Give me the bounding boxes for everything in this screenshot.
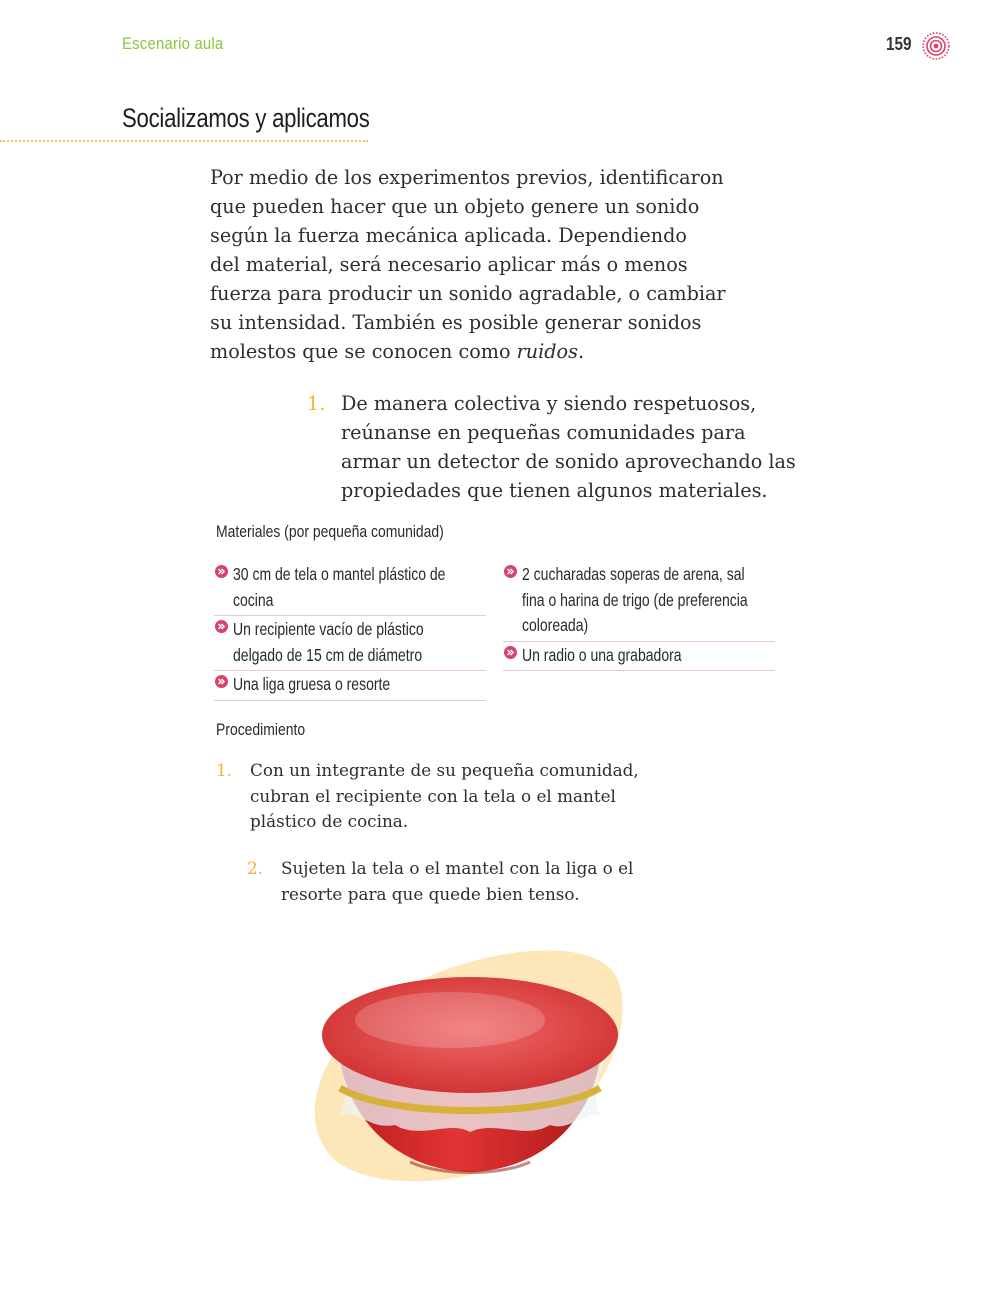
intro-line-last: [210, 337, 770, 366]
header-section-label: Escenario aula: [122, 34, 224, 53]
list-item-text: coloreada): [522, 615, 589, 635]
intro-paragraph: [210, 163, 770, 366]
covered-bowl-photo: [300, 940, 630, 1190]
step-line: plástico de cocina.: [250, 811, 409, 831]
list-item-text: 30 cm de tela o mantel plástico de: [233, 564, 446, 584]
list-item-text: 2 cucharadas soperas de arena, sal: [522, 564, 745, 584]
list-item: [503, 562, 775, 642]
step-text: [250, 758, 639, 835]
intro-text: molestos que se conocen como: [210, 340, 517, 363]
materials-heading: Materiales (por pequeña comunidad): [216, 522, 444, 541]
cover-highlight: [355, 992, 545, 1048]
step-line: resorte para que quede bien tenso.: [281, 883, 580, 904]
step-line: reúnanse en pequeñas comunidades para: [341, 421, 746, 444]
title-underline: [0, 140, 368, 142]
materials-list-left: [214, 562, 486, 702]
step-number: 1.: [216, 760, 233, 780]
double-chevron-bullet-icon: [215, 565, 228, 578]
step-line: armar un detector de sonido aprovechando las: [341, 450, 796, 473]
step-line: propiedades que tienen algunos materiales.: [341, 479, 768, 502]
intro-line: su intensidad. También es posible generar sonidos: [210, 311, 702, 334]
list-item: [214, 617, 486, 671]
step-line: De manera colectiva y siendo respetuosos,: [341, 392, 757, 415]
intro-line: del material, será necesario aplicar más o menos: [210, 253, 688, 276]
intro-line: Por medio de los experimentos previos, identificaron: [210, 166, 724, 189]
list-item-text: Un radio o una grabadora: [522, 644, 682, 665]
step-line: Con un integrante de su pequeña comunidad,: [250, 760, 639, 780]
list-item-text: Una liga gruesa o resorte: [233, 674, 391, 694]
list-item-text: fina o harina de trigo (de preferencia: [522, 589, 748, 610]
procedure-step-1: [216, 758, 639, 835]
procedure-heading: Procedimiento: [216, 720, 306, 739]
step-text: [281, 856, 633, 907]
intro-emphasis: ruidos: [516, 340, 578, 363]
materials-list-right: [503, 562, 775, 672]
activity-step-1: [307, 389, 796, 505]
list-item: [503, 643, 775, 672]
intro-end: .: [577, 340, 585, 363]
page-number: 159: [886, 34, 912, 54]
double-chevron-bullet-icon: [504, 646, 517, 659]
intro-line: que pueden hacer que un objeto genere un sonido: [210, 195, 700, 218]
double-chevron-bullet-icon: [215, 620, 228, 633]
step-line: cubran el recipiente con la tela o el mantel: [250, 785, 616, 806]
step-number: 2.: [247, 858, 264, 878]
procedure-step-2: [247, 856, 633, 907]
list-item-text: delgado de 15 cm de diámetro: [233, 644, 423, 665]
list-item-text: cocina: [233, 589, 274, 610]
double-chevron-bullet-icon: [504, 565, 517, 578]
list-item: [214, 562, 486, 616]
intro-line: fuerza para producir un sonido agradable, o cambiar: [210, 282, 726, 305]
sun-emblem-icon: [921, 31, 951, 61]
step-number: 1.: [307, 392, 326, 415]
double-chevron-bullet-icon: [215, 675, 228, 688]
section-title: Socializamos y aplicamos: [122, 103, 370, 133]
step-text: [341, 389, 796, 505]
list-item-text: Un recipiente vacío de plástico: [233, 619, 424, 639]
intro-line: según la fuerza mecánica aplicada. Dependiendo: [210, 224, 687, 247]
list-item: [214, 672, 486, 701]
step-line: Sujeten la tela o el mantel con la liga o el: [281, 858, 634, 878]
